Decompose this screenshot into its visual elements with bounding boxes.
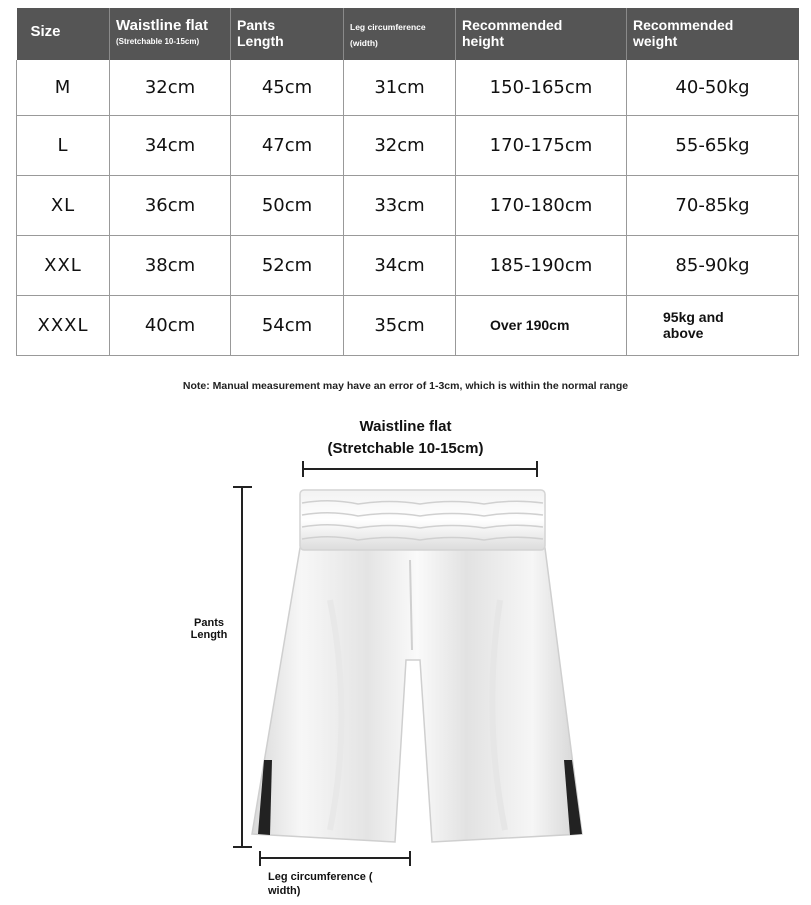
waist-cell: 34cm [110,115,231,175]
waist-cell: 40cm [110,295,231,355]
diagram-pants-length-label: Pants Length [190,617,228,641]
header-recommended-weight: Recommended weight [627,8,799,60]
diagram-waist-label-sub: (Stretchable 10-15cm) [327,440,484,457]
size-cell: M [17,60,110,115]
height-cell: 185-190cm [456,235,627,295]
shorts-body [252,548,582,842]
height-cell: 170-175cm [456,115,627,175]
header-recommended-height: Recommended height [456,8,627,60]
leg-cell: 35cm [344,295,456,355]
size-cell: L [17,115,110,175]
header-waistline-sub: (Stretchable 10-15cm) [116,37,200,46]
size-cell: XXL [17,235,110,295]
length-cell: 45cm [231,60,344,115]
waist-dimension-arrow [303,461,537,477]
size-cell: XXXL [17,295,110,355]
weight-cell: 55-65kg [627,115,799,175]
header-size: Size [17,8,110,60]
weight-cell: 95kg and above [627,295,799,355]
header-pants-length: Pants Length [231,8,344,60]
length-cell: 54cm [231,295,344,355]
weight-cell: 40-50kg [627,60,799,115]
measurement-note: Note: Manual measurement may have an error of 1-3cm, which is within the normal range [182,380,629,392]
leg-cell: 31cm [344,60,456,115]
header-waistline: Waistline flat (Stretchable 10-15cm) [110,8,231,60]
waist-cell: 36cm [110,175,231,235]
height-cell: Over 190cm [456,295,627,355]
length-cell: 47cm [231,115,344,175]
elastic-waistband [300,490,545,550]
waist-cell: 32cm [110,60,231,115]
diagram-waist-label: Waistline flat [359,418,452,435]
length-cell: 50cm [231,175,344,235]
leg-cell: 34cm [344,235,456,295]
leg-cell: 32cm [344,115,456,175]
size-cell: XL [17,175,110,235]
diagram-leg-circumference-label: Leg circumference ( width) [268,871,373,897]
boxing-shorts-image [252,490,582,842]
height-cell: 170-180cm [456,175,627,235]
height-cell: 150-165cm [456,60,627,115]
weight-cell: 70-85kg [627,175,799,235]
length-cell: 52cm [231,235,344,295]
weight-cell: 85-90kg [627,235,799,295]
leg-dimension-arrow [260,851,410,866]
waist-cell: 38cm [110,235,231,295]
header-leg-circumference: Leg circumference (width) [344,8,456,60]
pants-length-dimension-arrow [233,487,252,847]
leg-cell: 33cm [344,175,456,235]
